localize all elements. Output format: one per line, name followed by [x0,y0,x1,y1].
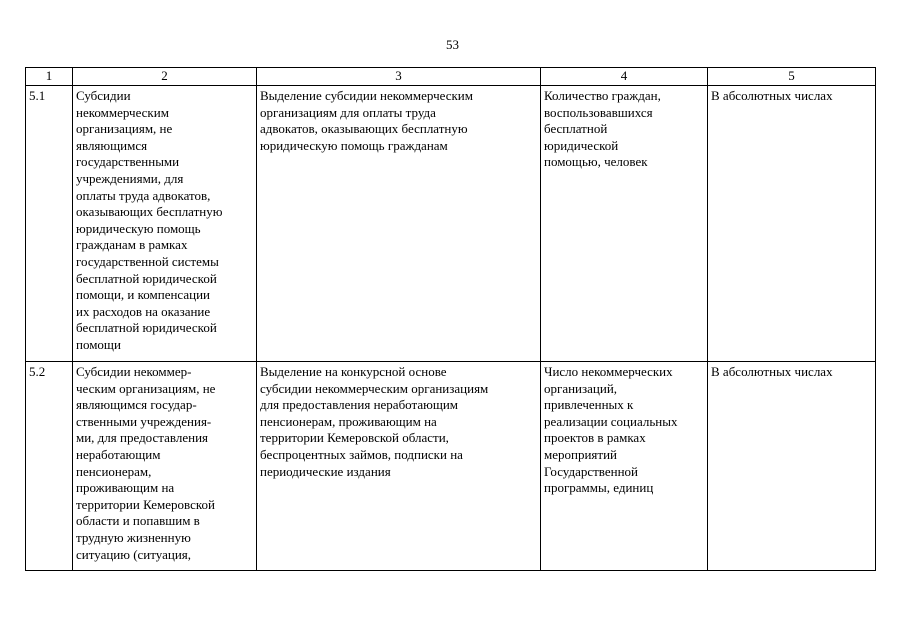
program-table [25,67,876,571]
measure-name: Субсидии некоммер- ческим организациям, не являющимся государ- ственными учреждения- ми, для предоставления неработающим пенсионерам, проживающим на территории Кемеровской области и попавшим в трудную жизненную ситуацию (ситуация, [73,362,257,571]
table-row [26,86,876,362]
column-number-3: 3 [257,68,541,86]
row-number: 5.1 [26,86,73,362]
measure-name: Субсидии некоммерческим организациям, не являющимся государственными учреждениями, для оплаты труда адвокатов, оказывающих бесплатную юридическую помощь гражданам в рамках государственной системы бесплатной юридической помощи, и компенсации их расходов на оказание бесплатной юридической помощи [73,86,257,362]
indicator-name: Число некоммерческих организаций, привлеченных к реализации социальных проектов в рамках мероприятий Государственной программы, единиц [541,362,708,571]
measure-description: Выделение на конкурсной основе субсидии некоммерческим организациям для предоставления неработающим пенсионерам, проживающим на территории Кемеровской области, беспроцентных займов, подписки на периодические издания [257,362,541,571]
table-header-row [26,68,876,86]
column-number-1: 1 [26,68,73,86]
measure-description: Выделение субсидии некоммерческим организациям для оплаты труда адвокатов, оказывающих бесплатную юридическую помощь гражданам [257,86,541,362]
row-number: 5.2 [26,362,73,571]
unit-of-measure: В абсолютных числах [708,86,876,362]
column-number-5: 5 [708,68,876,86]
column-number-2: 2 [73,68,257,86]
column-number-4: 4 [541,68,708,86]
indicator-name: Количество граждан, воспользовавшихся бесплатной юридической помощью, человек [541,86,708,362]
table-row [26,362,876,571]
unit-of-measure: В абсолютных числах [708,362,876,571]
page-number: 53 [446,37,459,52]
